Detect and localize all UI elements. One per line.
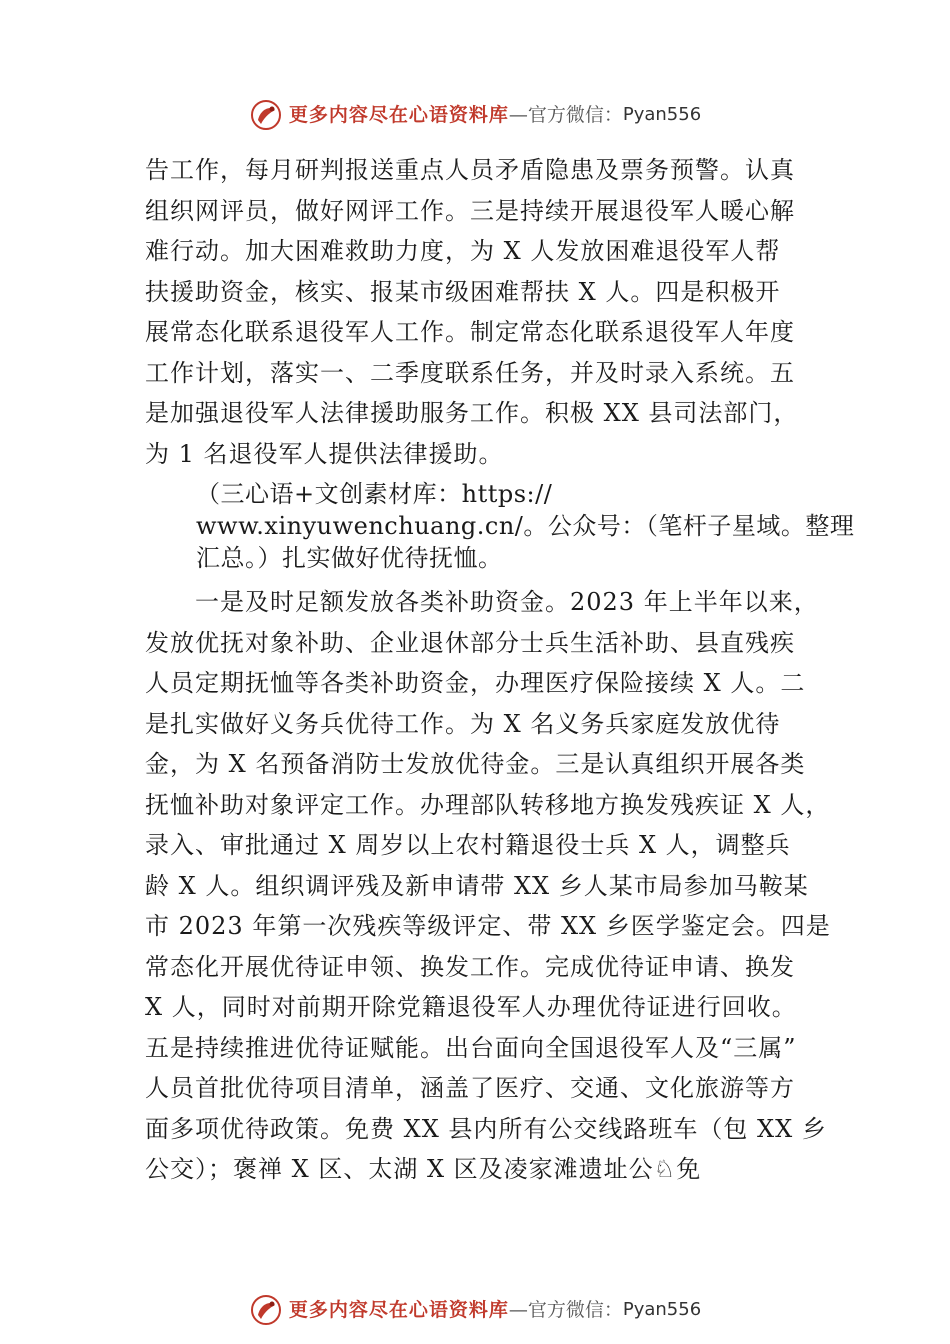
- text-line: 常态化开展优待证申领、换发工作。完成优待证申请、换发: [145, 952, 795, 981]
- text-line: 组织网评员，做好网评工作。三是持续开展退役军人暖心解: [145, 196, 795, 225]
- text-line: 告工作，每月研判报送重点人员矛盾隐患及票务预警。认真: [145, 156, 795, 184]
- header-banner: [0, 98, 950, 132]
- banner-separator: —官方微信：: [508, 104, 623, 126]
- banner-wechat-id: Pyan556: [622, 104, 702, 125]
- text-line: 为 1 名退役军人提供法律援助。: [145, 439, 504, 468]
- text-line: 人员定期抚恤等各类补助资金，办理医疗保险接续 X 人。二: [145, 669, 806, 697]
- note-line: （三心语+文创素材库：https://: [196, 480, 553, 508]
- text-line: 展常态化联系退役军人工作。制定常态化联系退役军人年度: [145, 318, 795, 346]
- banner-separator: —官方微信：: [508, 1299, 623, 1321]
- text-line: 抚恤补助对象评定工作。办理部队转移地方换发残疾证 X 人，: [145, 790, 831, 819]
- text-line: 工作计划，落实一、二季度联系任务，并及时录入系统。五: [145, 358, 795, 387]
- footer-banner: [0, 1293, 950, 1327]
- logo-icon: [249, 98, 283, 132]
- text-line: 金，为 X 名预备消防士发放优待金。三是认真组织开展各类: [145, 750, 806, 778]
- text-line: 市 2023 年第一次残疾等级评定、带 XX 乡医学鉴定会。四是: [145, 912, 831, 940]
- paragraph-2: [145, 582, 845, 1190]
- text-line: 录入、审批通过 X 周岁以上农村籍退役士兵 X 人，调整兵: [145, 831, 791, 859]
- text-line: 公交）；褒禅 X 区、太湖 X 区及凌家滩遗址公♘免: [145, 1155, 702, 1183]
- text-line: 是加强退役军人法律援助服务工作。积极 XX 县司法部门，: [145, 399, 799, 427]
- text-line: 五是持续推进优待证赋能。出台面向全国退役军人及“三属”: [145, 1033, 797, 1062]
- text-line: 发放优抚对象补助、企业退休部分士兵生活补助、县直残疾: [145, 628, 795, 657]
- logo-icon: [249, 1293, 283, 1327]
- note-line: www.xinyuwenchuang.cn/。公众号：（笔杆子星域。整理: [196, 512, 855, 540]
- banner-wechat-id: Pyan556: [622, 1299, 702, 1320]
- text-line: 龄 X 人。组织调评残及新申请带 XX 乡人某市局参加马鞍某: [145, 871, 809, 900]
- text-line: 面多项优待政策。免费 XX 县内所有公交线路班车（包 XX 乡: [145, 1114, 827, 1143]
- banner-title: 更多内容尽在心语资料库: [288, 1299, 509, 1321]
- note-line: 汇总。）扎实做好优待抚恤。: [196, 544, 503, 572]
- source-note: [196, 478, 855, 574]
- text-line: 扶援助资金，核实、报某市级困难帮扶 X 人。四是积极开: [145, 277, 781, 306]
- banner-title: 更多内容尽在心语资料库: [288, 104, 509, 126]
- text-line: 难行动。加大困难救助力度，为 X 人发放困难退役军人帮: [145, 237, 781, 265]
- text-line: X 人，同时对前期开除党籍退役军人办理优待证进行回收。: [145, 993, 797, 1021]
- paragraph-1: [145, 150, 845, 474]
- text-line: 是扎实做好义务兵优待工作。为 X 名义务兵家庭发放优待: [145, 709, 781, 738]
- text-line: 人员首批优待项目清单，涵盖了医疗、交通、文化旅游等方: [145, 1074, 795, 1102]
- text-line: 一是及时足额发放各类补助资金。2023 年上半年以来，: [145, 588, 819, 616]
